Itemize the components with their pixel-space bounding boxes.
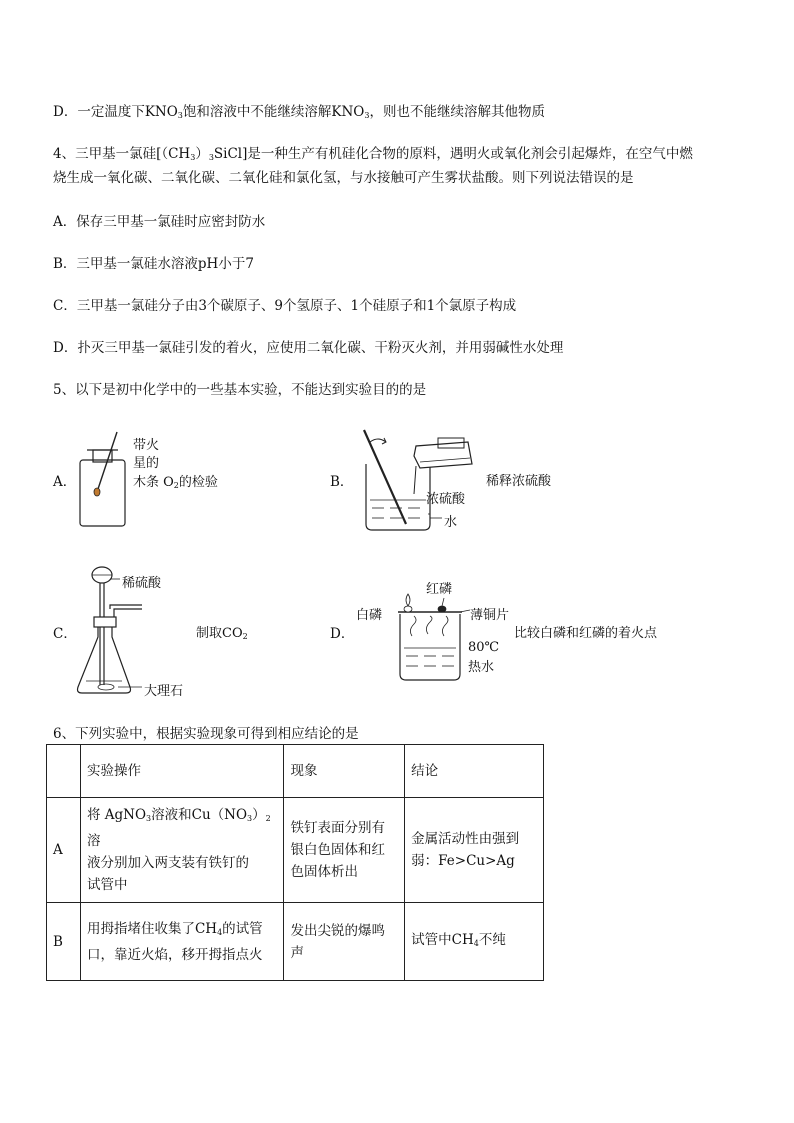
q4-option-c: C．三甲基一氯硅分子由3个碳原子、9个氢原子、1个硅原子和1个氯原子构成 (53, 298, 517, 314)
q3-option-d (53, 100, 545, 120)
row-b-op-line-2: 口，靠近火焰，移开拇指点火 (86, 946, 263, 963)
table-row (47, 903, 544, 981)
q5-c-annot-marble: 大理石 (144, 684, 184, 699)
q3-d-text-1: D．一定温度下KNO (53, 104, 178, 120)
row-a-op-line-3: 试管中 (86, 877, 128, 893)
row-a-concl-line-1: 金属活动性由强到 (411, 831, 520, 847)
table-header-row (47, 745, 544, 798)
q5-a-annot-1: 带火 (133, 438, 160, 453)
row-a-conclusion (405, 798, 544, 903)
row-a-key: A (47, 798, 81, 903)
q4-stem-line-2: 烧生成一氧化碳、二氧化碳、二氧化硅和氯化氢，与水接触可产生雾状盐酸。则下列说法错误的是 (53, 170, 634, 186)
row-b-key: B (47, 903, 81, 981)
q4-stem-text-3: SiCl]是一种生产有机硅化合物的原料，遇明火或氧化剂会引起爆炸，在空气中燃 (213, 146, 693, 162)
row-a-op-text-4: 溶 (86, 833, 101, 849)
q5-stem: 5、以下是初中化学中的一些基本实验，不能达到实验目的的是 (53, 382, 427, 398)
header-cell-conclusion: 结论 (405, 745, 544, 798)
q5-b-beaker-figure (358, 428, 488, 533)
q5-a-annot-3-suffix: 的检验 (178, 475, 218, 490)
q5-d-annot-water: 热水 (468, 660, 495, 675)
row-b-phen-line-1: 发出尖锐的爆鸣 (290, 922, 385, 939)
row-b-operation (80, 903, 284, 981)
q5-d-label: D． (330, 626, 355, 642)
q4-stem-text-2: ） (195, 146, 209, 162)
row-b-concl-text-2: 不纯 (478, 931, 506, 948)
q5-b-annot-water: 水 (444, 515, 458, 530)
header-cell-phenomenon: 现象 (284, 745, 405, 798)
row-a-op-text-2: 溶液和Cu（NO (151, 807, 248, 823)
q4-stem-sub-2: 3 (208, 153, 214, 162)
row-a-phen-line-2: 银白色固体和红 (290, 842, 385, 858)
row-b-op-sub-1: 4 (217, 927, 223, 937)
q4-option-d: D．扑灭三甲基一氯硅引发的着火，应使用二氧化碳、干粉灭火剂，并用弱碱性水处理 (53, 340, 564, 356)
row-a-concl-line-2: 弱：Fe>Cu>Ag (411, 853, 515, 869)
row-a-op-line-1 (87, 804, 278, 852)
row-b-phen-line-2: 声 (290, 944, 304, 961)
row-b-op-text-2: 的试管 (222, 920, 263, 937)
row-a-op-text-1: 将 AgNO (86, 807, 147, 823)
row-a-operation (80, 798, 284, 903)
q5-a-label: A． (53, 474, 77, 490)
q5-b-label: B． (330, 474, 354, 490)
q5-c-caption (196, 622, 248, 641)
row-b-concl-line-1 (411, 929, 537, 955)
row-b-phenomenon (284, 903, 405, 981)
q5-d-annot-temp: 80℃ (468, 640, 500, 655)
q5-d-annot-red-p: 红磷 (426, 582, 453, 597)
q5-b-annot-title: 稀释浓硫酸 (486, 474, 552, 489)
q4-option-b: B．三甲基一氯硅水溶液pH小于7 (53, 256, 254, 272)
q5-a-annot-2: 星的 (133, 456, 160, 471)
q5-c-annot-acid: 稀硫酸 (122, 576, 162, 591)
row-a-op-line-2: 液分别加入两支装有铁钉的 (86, 855, 249, 871)
q3-d-text-2: 饱和溶液中不能继续溶解KNO (182, 104, 365, 120)
row-a-phenomenon (284, 798, 405, 903)
q5-b-annot-acid: 浓硫酸 (426, 492, 466, 507)
row-b-op-text-1: 用拇指堵住收集了CH (86, 920, 218, 937)
q5-d-annot-copper: 薄铜片 (470, 608, 510, 623)
row-a-phen-line-1: 铁钉表面分别有 (290, 820, 385, 836)
q5-a-annot-3-sub: 2 (173, 481, 179, 490)
q4-stem-line-1 (53, 142, 693, 162)
row-a-op-text-3: ） (252, 807, 266, 823)
row-a-op-sub-3: 2 (265, 814, 271, 823)
row-a-op-sub-2: 3 (247, 814, 253, 823)
row-b-conclusion (405, 903, 544, 981)
q5-c-caption-text: 制取CO (196, 626, 243, 641)
q5-d-caption: 比较白磷和红磷的着火点 (514, 626, 658, 641)
row-b-concl-text-1: 试管中CH (411, 931, 474, 948)
q4-stem-text-1: 4、三甲基一氯硅[（CH (53, 146, 191, 162)
header-cell-key (47, 745, 81, 798)
q5-a-annot-3 (133, 471, 218, 490)
q5-a-gas-bottle-figure (75, 430, 135, 530)
row-b-concl-sub: 4 (473, 938, 479, 948)
q3-d-text-3: ，则也不能继续溶解其他物质 (369, 104, 545, 120)
header-cell-operation: 实验操作 (80, 745, 284, 798)
q3-d-sub-1: 3 (177, 111, 183, 120)
q5-a-annot-3-text: 木条 O (133, 475, 174, 490)
q3-d-sub-2: 3 (364, 111, 370, 120)
q4-option-a: A．保存三甲基一氯硅时应密封防水 (53, 214, 266, 230)
q5-c-label: C． (53, 626, 77, 642)
q5-d-annot-white-p: 白磷 (356, 608, 383, 623)
row-a-phen-line-3: 色固体析出 (290, 864, 358, 880)
q6-table (46, 744, 544, 981)
table-row (47, 798, 544, 903)
row-a-op-sub-1: 3 (146, 814, 152, 823)
row-b-op-line-1 (87, 918, 278, 944)
q6-stem: 6、下列实验中，根据实验现象可得到相应结论的是 (53, 726, 359, 742)
q4-stem-sub-1: 3 (190, 153, 196, 162)
q5-c-caption-sub: 2 (242, 632, 248, 641)
